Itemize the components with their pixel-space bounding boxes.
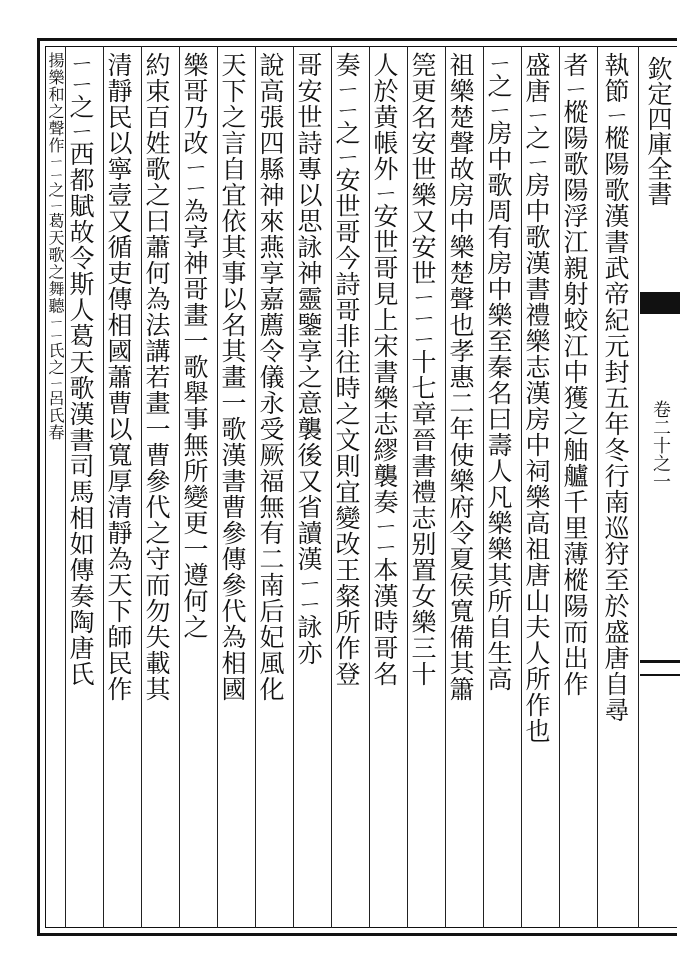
text-column-6: 筦更名安世樂又安世ㄧㄧㄧ十七章晉書禮志别置女樂三十 — [408, 52, 437, 687]
text-column-11: 天下之言自宜依其事以名其畫一歌漢書曹參傳參代為相國 — [218, 52, 247, 702]
column-rule — [483, 46, 484, 928]
text-column-14: 清靜民以寧壹又循吏傳相國蕭曹以寬厚清靜為天下師民作 — [104, 52, 133, 702]
text-column-5: 祖樂楚聲故房中樂楚聲也孝惠二年使樂府令夏侯寬備其簫 — [446, 52, 475, 702]
column-rule — [331, 46, 332, 928]
column-rule — [407, 46, 408, 928]
column-rule — [65, 46, 66, 928]
column-rule — [179, 46, 180, 928]
text-column-12: 樂哥乃改ㄧㄧ為享神哥畫一歌舉事無所變更一遵何之 — [180, 52, 209, 640]
margin-book-title: 欽定四庫全書 — [644, 56, 673, 206]
text-column-10: 說高張四縣神來燕享嘉薦令儀永受厥福無有二南后妃風化 — [256, 52, 285, 702]
fish-tail-mark — [640, 292, 680, 314]
text-column-1: 執節ㄧ樅陽歌漢書武帝紀元封五年冬行南巡狩至於盛唐自尋 — [601, 52, 630, 723]
column-rule — [521, 46, 522, 928]
column-rule — [369, 46, 370, 928]
text-column-16: 揚樂和之聲作ㄧㄧ之ㄧ葛天歌之舞聽ㄧㄧ氏之ㄧ呂氏春 — [46, 52, 65, 441]
fish-tail-mark-lower — [640, 660, 680, 676]
column-rule — [255, 46, 256, 928]
column-rule — [217, 46, 218, 928]
text-column-3: 盛唐ㄧ之ㄧ房中歌漢書禮樂志漢房中祠樂高祖唐山夫人所作也 — [522, 52, 551, 744]
column-rule — [445, 46, 446, 928]
text-column-15: ㄧㄧ之ㄧ西都賦故令斯人葛天歌漢書司馬相如傳奏陶唐氏 — [66, 52, 95, 687]
column-rule — [638, 46, 639, 928]
text-column-2: 者ㄧ樅陽歌陽浮江親射蛟江中獲之舳艫千里薄樅陽而出作 — [560, 52, 589, 697]
column-rule — [597, 46, 598, 928]
text-column-4: ㄧ之ㄧ房中歌周有房中樂至秦名曰壽人凡樂樂其所自生高 — [484, 52, 513, 692]
text-column-13: 約束百姓歌之曰蕭何為法講若畫一曹參代之守而勿失載其 — [142, 52, 171, 702]
column-rule — [293, 46, 294, 928]
margin-volume-number: 卷二十之一 — [650, 400, 671, 490]
text-column-7: 人於黄帳外ㄧ安世哥見上宋書樂志繆襲奏ㄧㄧ本漢時哥名 — [370, 52, 399, 687]
column-rule — [559, 46, 560, 928]
text-column-9: 哥安世詩專以思詠神靈鑒享之意襲後又省讀漢ㄧㄧ詠亦 — [294, 52, 323, 666]
text-column-8: 奏ㄧㄧ之ㄧ安世哥今詩哥非往時之文則宜變改王粲所作登 — [332, 52, 361, 687]
column-rule — [141, 46, 142, 928]
column-rule — [103, 46, 104, 928]
